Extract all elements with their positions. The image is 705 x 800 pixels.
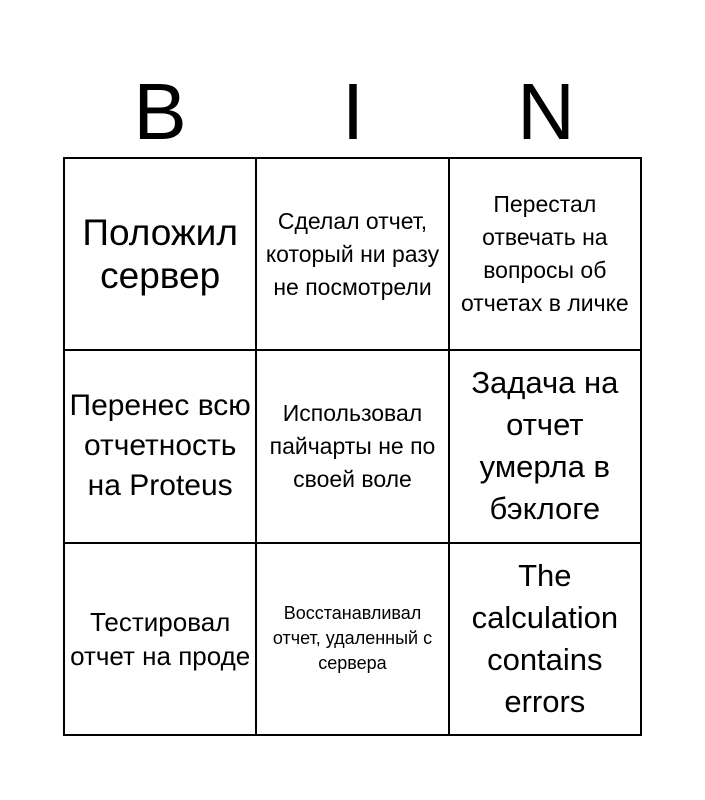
bingo-cell-text: Сделал отчет, который ни разу не посмотрели bbox=[265, 207, 440, 300]
bingo-cell-9[interactable] bbox=[450, 544, 642, 736]
bingo-cell-2[interactable] bbox=[257, 159, 449, 351]
bingo-cell-8[interactable] bbox=[257, 544, 449, 736]
bingo-header bbox=[64, 68, 642, 156]
bingo-cell-text: Тестировал отчет на проде bbox=[70, 606, 251, 671]
bingo-cell-4[interactable] bbox=[65, 351, 257, 543]
bingo-cell-text: Восстанавливал отчет, удаленный с сервера bbox=[272, 603, 433, 674]
bingo-grid bbox=[63, 157, 642, 736]
bingo-cell-text: Положил сервер bbox=[82, 212, 238, 297]
bingo-cell-text: The calculation contains errors bbox=[471, 557, 619, 719]
bingo-cell-5[interactable] bbox=[257, 351, 449, 543]
bingo-cell-text: Перенес всю отчетность на Proteus bbox=[69, 389, 251, 503]
bingo-cell-text: Перестал отвечать на вопросы об отчетах в личке bbox=[460, 191, 629, 317]
bingo-cell-7[interactable] bbox=[65, 544, 257, 736]
header-letter-i: I bbox=[341, 67, 365, 156]
header-letter-n: N bbox=[517, 67, 575, 156]
bingo-cell-text: Использовал пайчарты не по своей воле bbox=[269, 399, 436, 492]
bingo-cell-text: Задача на отчет умерла в бэклоге bbox=[471, 365, 619, 527]
bingo-cell-1[interactable] bbox=[65, 159, 257, 351]
bingo-cell-6[interactable] bbox=[450, 351, 642, 543]
header-letter-b: B bbox=[133, 67, 187, 156]
bingo-cell-3[interactable] bbox=[450, 159, 642, 351]
